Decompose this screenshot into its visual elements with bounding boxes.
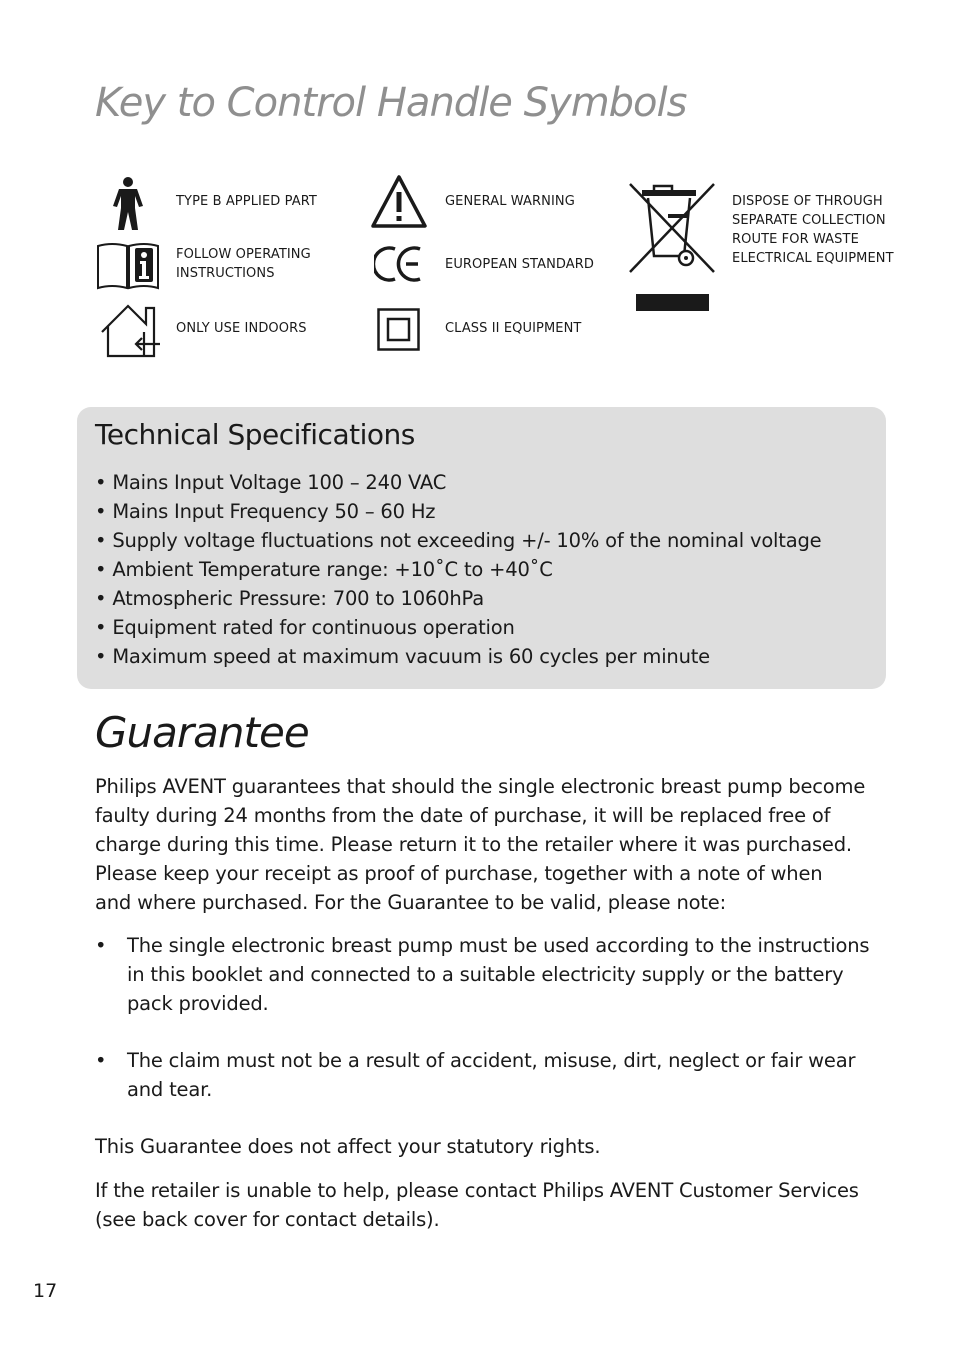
- tech-specs-title: Technical Specifications: [95, 418, 415, 451]
- type-b-applied-part-icon: [110, 176, 146, 232]
- class-ii-equipment-icon: [377, 308, 420, 351]
- follow-instructions-label: FOLLOW OPERATING INSTRUCTIONS: [176, 247, 311, 281]
- weee-crossed-bin-icon: [626, 180, 720, 314]
- type-b-label: TYPE B APPLIED PART: [176, 194, 317, 209]
- guarantee-condition-2: • The claim must not be a result of accident, misuse, dirt, neglect or fair wear and tear.: [95, 1046, 895, 1104]
- bullet-marker: •: [95, 934, 107, 957]
- guarantee-title: Guarantee: [95, 708, 309, 757]
- page-number: 17: [33, 1280, 58, 1302]
- spec-item: • Mains Input Frequency 50 – 60 Hz: [95, 497, 821, 526]
- spec-item: • Equipment rated for continuous operation: [95, 613, 821, 642]
- ce-mark-icon: [374, 244, 424, 284]
- indoors-label: ONLY USE INDOORS: [176, 321, 307, 336]
- guarantee-intro: Philips AVENT guarantees that should the single electronic breast pump become faulty during 24 months from the date of purchase, it will be replaced free of charge during this time. Please return it to the retailer where it was purchased. Please keep your receipt as proof of purchase, together with a note of when and where purchased. For the Guarantee to be valid, please note:: [95, 775, 866, 914]
- bullet-marker: •: [95, 1049, 107, 1072]
- general-warning-label: GENERAL WARNING: [445, 194, 575, 209]
- contact-note: If the retailer is unable to help, please contact Philips AVENT Customer Services (see back cover for contact details).: [95, 1179, 859, 1231]
- spec-item: • Mains Input Voltage 100 – 240 VAC: [95, 468, 821, 497]
- european-standard-label: EUROPEAN STANDARD: [445, 257, 595, 272]
- follow-instructions-icon: [96, 240, 160, 290]
- guarantee-condition-1: • The single electronic breast pump must be used according to the instructions in this booklet and connected to a suitable electricity supply or the battery pack provided.: [95, 931, 895, 1018]
- spec-item: • Atmospheric Pressure: 700 to 1060hPa: [95, 584, 821, 613]
- indoors-house-icon: [98, 302, 162, 358]
- spec-item: • Supply voltage fluctuations not exceeding +/- 10% of the nominal voltage: [95, 526, 821, 555]
- class-ii-label: CLASS II EQUIPMENT: [445, 321, 582, 336]
- page-title: Key to Control Handle Symbols: [95, 80, 687, 126]
- spec-item: • Maximum speed at maximum vacuum is 60 cycles per minute: [95, 642, 821, 671]
- weee-label: DISPOSE OF THROUGH SEPARATE COLLECTION ROUTE FOR WASTE ELECTRICAL EQUIPMENT: [732, 194, 894, 266]
- general-warning-icon: [370, 174, 428, 230]
- spec-item: • Ambient Temperature range: +10˚C to +40˚C: [95, 555, 821, 584]
- statutory-rights-note: This Guarantee does not affect your statutory rights.: [95, 1135, 601, 1158]
- tech-specs-list: [95, 468, 821, 671]
